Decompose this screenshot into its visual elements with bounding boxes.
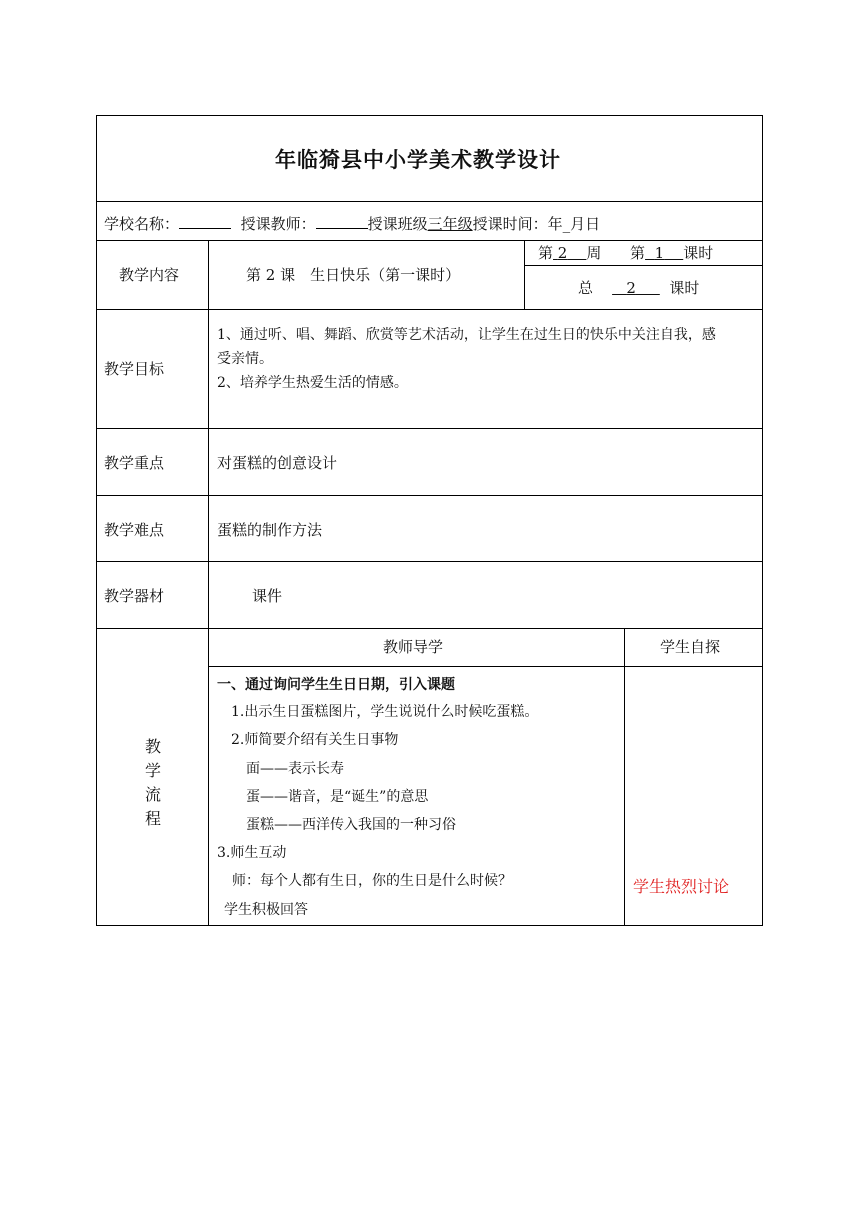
process-line: 面——表示长寿 bbox=[246, 761, 344, 777]
total-prefix: 总 bbox=[578, 279, 594, 297]
process-step-heading: 一、通过询问学生生日日期，引入课题 bbox=[217, 677, 455, 693]
row-divider bbox=[96, 428, 763, 429]
difficulty-value: 蛋糕的制作方法 bbox=[217, 521, 323, 539]
content-label: 教学内容 bbox=[119, 266, 180, 284]
focus-label: 教学重点 bbox=[104, 454, 165, 472]
class-value: 三年级 bbox=[427, 215, 473, 233]
info-row bbox=[104, 214, 600, 233]
teacher-label: 授课教师： bbox=[240, 215, 316, 233]
goal-line-2: 受亲情。 bbox=[217, 351, 273, 367]
column-divider bbox=[624, 628, 625, 926]
row-divider bbox=[96, 309, 763, 310]
row-divider bbox=[524, 265, 763, 266]
process-label-char: 流 bbox=[144, 785, 161, 804]
process-line: 1.出示生日蛋糕图片，学生说说什么时候吃蛋糕。 bbox=[231, 704, 539, 720]
total-periods bbox=[578, 279, 699, 297]
period-suffix: 课时 bbox=[683, 244, 714, 262]
row-divider bbox=[96, 495, 763, 496]
goals-label: 教学目标 bbox=[104, 360, 165, 378]
time-label: 授课时间：年_月日 bbox=[472, 215, 601, 233]
class-label: 授课班级 bbox=[367, 215, 428, 233]
row-divider bbox=[96, 628, 763, 629]
difficulty-label: 教学难点 bbox=[104, 521, 165, 539]
row-divider bbox=[96, 240, 763, 241]
materials-value: 课件 bbox=[252, 587, 283, 605]
column-divider bbox=[208, 240, 209, 926]
school-label: 学校名称： bbox=[104, 215, 180, 233]
process-label-char: 学 bbox=[144, 761, 161, 780]
row-divider bbox=[96, 201, 763, 202]
student-note: 学生热烈讨论 bbox=[633, 877, 730, 896]
process-line: 师：每个人都有生日，你的生日是什么时候？ bbox=[232, 873, 512, 889]
document-title: 年临猗县中小学美术教学设计 bbox=[275, 148, 561, 172]
column-divider bbox=[524, 240, 525, 309]
week-value: 2 bbox=[557, 244, 568, 262]
process-line: 2.师简要介绍有关生日事物 bbox=[231, 732, 399, 748]
row-divider bbox=[208, 666, 763, 667]
goal-line-3: 2、培养学生热爱生活的情感。 bbox=[217, 375, 408, 391]
process-line: 蛋——谐音，是“诞生”的意思 bbox=[246, 789, 429, 805]
materials-label: 教学器材 bbox=[104, 587, 165, 605]
process-label bbox=[143, 735, 163, 831]
total-value: 2 bbox=[626, 279, 636, 297]
teacher-blank bbox=[316, 214, 368, 229]
row-divider bbox=[96, 561, 763, 562]
week-prefix: 第 bbox=[538, 244, 554, 262]
process-label-char: 程 bbox=[144, 809, 161, 828]
teacher-guide-header: 教师导学 bbox=[383, 638, 444, 656]
goal-line-1: 1、通过听、唱、舞蹈、欣赏等艺术活动，让学生在过生日的快乐中关注自我，感 bbox=[217, 327, 716, 343]
week-suffix: 周 bbox=[586, 244, 602, 262]
period-prefix: 第 bbox=[630, 244, 646, 262]
process-line: 3.师生互动 bbox=[217, 845, 287, 861]
student-explore-header: 学生自探 bbox=[660, 638, 721, 656]
lesson-plan-table bbox=[96, 115, 763, 926]
lesson-title: 第 2 课 生日快乐（第一课时） bbox=[246, 266, 461, 284]
total-suffix: 课时 bbox=[669, 279, 700, 297]
process-label-char: 教 bbox=[144, 737, 161, 756]
period-value: 1 bbox=[654, 244, 665, 262]
week-period bbox=[538, 244, 713, 262]
process-line: 学生积极回答 bbox=[224, 902, 308, 918]
school-blank bbox=[179, 214, 231, 229]
process-line: 蛋糕——西洋传入我国的一种习俗 bbox=[246, 817, 456, 833]
focus-value: 对蛋糕的创意设计 bbox=[217, 454, 338, 472]
